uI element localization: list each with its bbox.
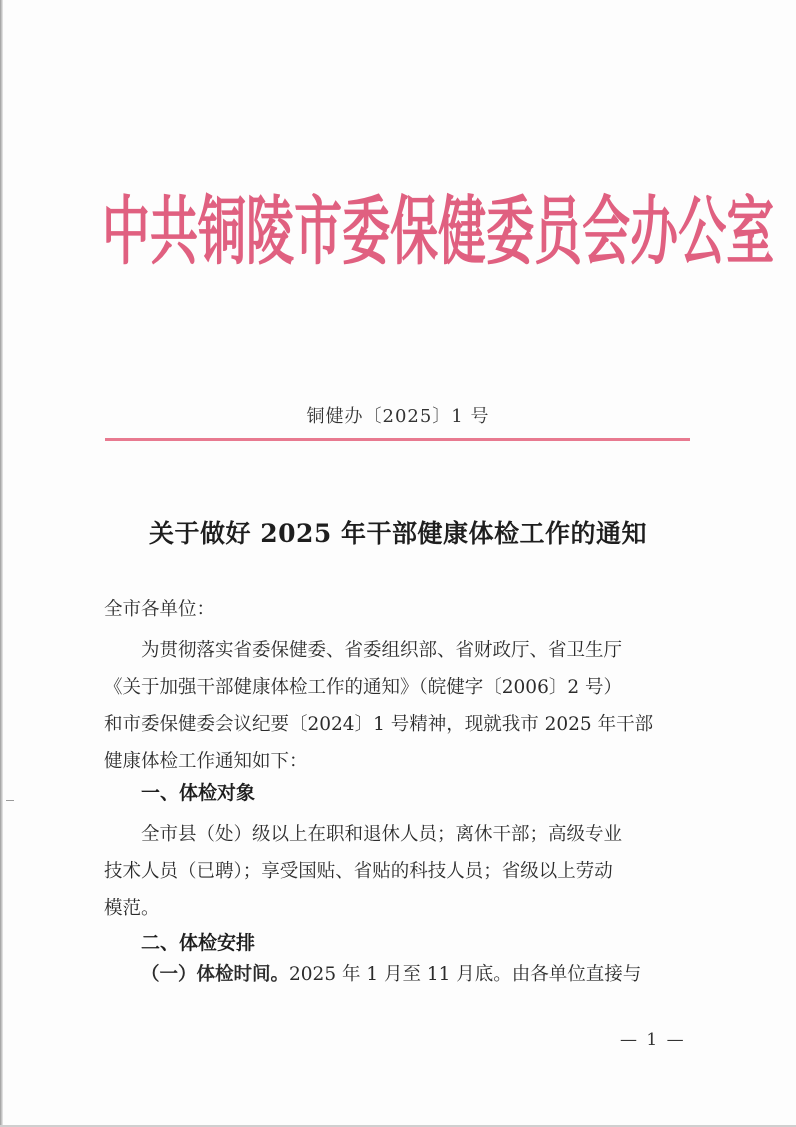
intro-paragraph	[104, 632, 684, 780]
paragraph-line: 技术人员（已聘）；享受国贴、省贴的科技人员；省级以上劳动	[104, 861, 613, 882]
masthead-char: 健	[438, 188, 487, 276]
paragraph-line: 《关于加强干部健康体检工作的通知》（皖健字〔2006〕2 号）	[104, 677, 622, 698]
red-divider-rule	[105, 438, 690, 441]
scan-mark	[6, 800, 14, 801]
page-number: — 1 —	[620, 1030, 686, 1050]
masthead-char: 办	[630, 188, 679, 276]
masthead-char: 委	[486, 188, 535, 276]
paragraph-line: 模范。	[104, 898, 160, 919]
salutation: 全市各单位：	[104, 599, 216, 620]
paragraph-line: 健康体检工作通知如下：	[104, 751, 308, 772]
masthead-char: 陵	[246, 188, 295, 276]
paragraph-line: 全市县（处）级以上在职和退休人员；离休干部；高级专业	[141, 824, 623, 845]
sub-item-label: （一）体检时间。	[141, 964, 290, 985]
paragraph-line: 和市委保健委会议纪要〔2024〕1 号精神，现就我市 2025 年干部	[104, 714, 654, 735]
arrangement-paragraph	[104, 956, 684, 993]
paragraph-line	[104, 956, 684, 993]
masthead	[102, 186, 775, 278]
masthead-char: 共	[150, 188, 199, 276]
masthead-char: 员	[534, 188, 583, 276]
document-number: 铜健办〔2025〕1 号	[306, 406, 490, 427]
notice-title: 关于做好 2025 年干部健康体检工作的通知	[149, 519, 647, 548]
scan-edge	[0, 0, 3, 1127]
section-heading-subjects: 一、体检对象	[141, 782, 256, 804]
masthead-char: 委	[342, 188, 391, 276]
masthead-char: 保	[390, 188, 439, 276]
masthead-char: 市	[294, 188, 343, 276]
section-heading-arrangement: 二、体检安排	[141, 932, 256, 954]
masthead-char: 室	[726, 188, 775, 276]
masthead-char: 中	[102, 188, 151, 276]
sub-item-text: 2025 年 1 月至 11 月底。由各单位直接与	[289, 964, 642, 985]
masthead-char: 公	[678, 188, 727, 276]
paragraph-line: 为贯彻落实省委保健委、省委组织部、省财政厅、省卫生厅	[141, 640, 623, 661]
masthead-char: 会	[582, 188, 631, 276]
masthead-char: 铜	[198, 188, 247, 276]
subjects-paragraph	[104, 816, 684, 927]
